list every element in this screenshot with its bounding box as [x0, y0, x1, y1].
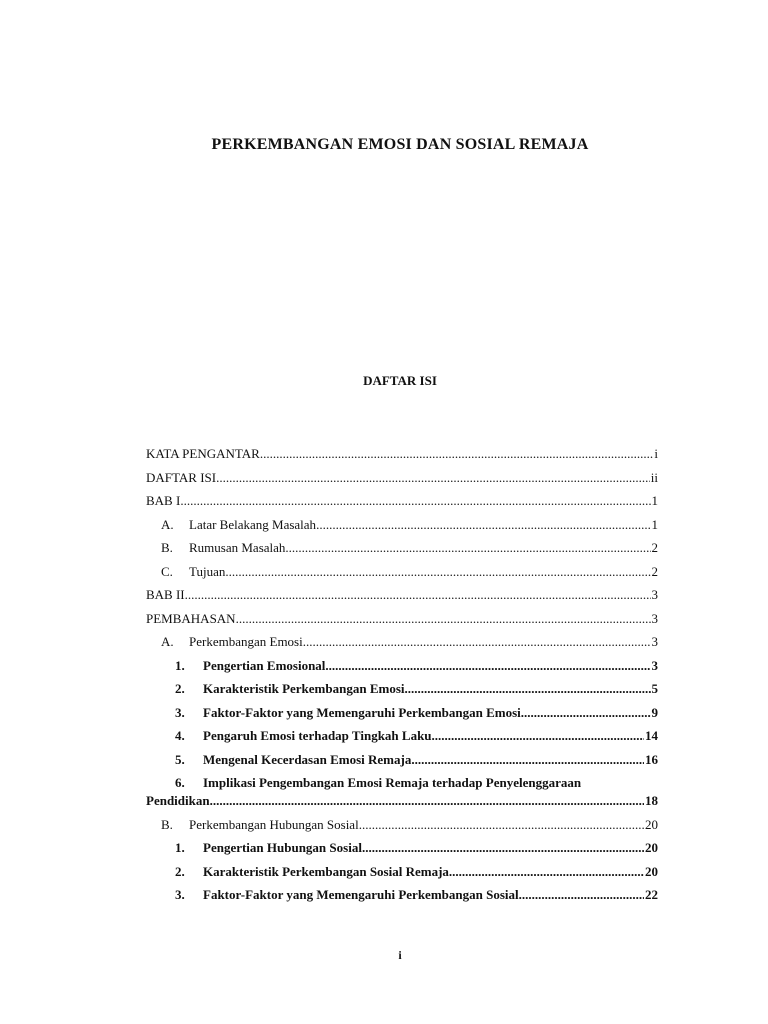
- toc-entry: [146, 752, 658, 768]
- toc-entry-label: Pengertian Emosional: [203, 657, 326, 673]
- toc-entry: [146, 611, 658, 627]
- toc-entry-page: 18: [645, 793, 658, 808]
- toc-entry-label: Karakteristik Perkembangan Sosial Remaja: [203, 863, 449, 879]
- toc-entry-label: Pengaruh Emosi terhadap Tingkah Laku: [203, 728, 432, 743]
- toc-entry: [146, 681, 658, 697]
- toc-entry: [146, 540, 658, 556]
- toc-entry-label: Karakteristik Perkembangan Emosi: [203, 681, 405, 696]
- toc-entry-page: 3: [651, 634, 658, 649]
- toc-entry-line-2: [146, 793, 658, 809]
- dot-leader: [285, 540, 650, 556]
- toc-entry-label: BAB I: [146, 493, 181, 508]
- dot-leader: [180, 493, 650, 509]
- toc-entry-number: A.: [161, 516, 174, 532]
- page-number: i: [398, 948, 402, 962]
- toc-entry-line-1: [175, 775, 658, 791]
- toc-entry-page: 2: [651, 563, 658, 579]
- toc-entry-label: Implikasi Pengembangan Emosi Remaja terhadap Penyelenggaraan: [203, 775, 582, 790]
- toc-entry-page: 20: [645, 863, 658, 879]
- toc-entry: [146, 887, 658, 903]
- toc-entry-number: 6.: [175, 775, 185, 790]
- toc-entry-label: Latar Belakang Masalah: [189, 516, 317, 532]
- toc-entry-label: Perkembangan Hubungan Sosial: [189, 816, 359, 832]
- toc-entry: [146, 705, 658, 721]
- toc-heading: DAFTAR ISI: [363, 373, 437, 388]
- toc-entry-number: 4.: [175, 728, 185, 743]
- toc-entry-label: Faktor-Faktor yang Memengaruhi Perkembangan Sosial: [203, 887, 519, 902]
- toc-entry-multiline: [146, 775, 658, 809]
- toc-entry-number: 1.: [175, 840, 185, 855]
- toc-entry-number: 3.: [175, 887, 185, 902]
- dot-leader: [362, 840, 644, 856]
- dot-leader: [521, 705, 651, 721]
- dot-leader: [316, 517, 650, 533]
- toc-entry-label: DAFTAR ISI: [146, 469, 217, 485]
- toc-entry-number: 3.: [175, 704, 185, 720]
- dot-leader: [519, 887, 644, 903]
- toc-entry: [146, 587, 658, 603]
- toc-entry: [146, 840, 658, 856]
- toc-entry-label: Pengertian Hubungan Sosial: [203, 840, 362, 855]
- dot-leader: [411, 752, 644, 768]
- toc-entry-page: 9: [651, 704, 658, 720]
- toc-entry-page: 3: [651, 657, 658, 673]
- dot-leader: [325, 658, 650, 674]
- toc-entry-number: B.: [161, 816, 173, 832]
- toc-entry-number: B.: [161, 540, 173, 555]
- toc-entry-number: C.: [161, 563, 173, 579]
- toc-entry-label: PEMBAHASAN: [146, 610, 236, 626]
- toc-entry-page: ii: [650, 469, 658, 485]
- toc-entry-number: 2.: [175, 681, 185, 696]
- toc-entry: [146, 864, 658, 880]
- toc-entry-number: A.: [161, 634, 174, 649]
- toc-entry-label: Faktor-Faktor yang Memengaruhi Perkembangan Emosi: [203, 704, 521, 720]
- toc-entry-label-continued: Pendidikan: [146, 793, 210, 808]
- dot-leader: [225, 564, 650, 580]
- toc-entry-page: 20: [645, 840, 658, 855]
- dot-leader: [449, 864, 644, 880]
- toc-entry: [146, 634, 658, 650]
- toc-entry-page: 20: [645, 816, 658, 832]
- dot-leader: [432, 728, 644, 744]
- toc-entry-page: 22: [645, 887, 658, 902]
- dot-leader: [216, 470, 650, 486]
- toc-entry-label: Perkembangan Emosi: [189, 634, 303, 649]
- toc-entry-page: 3: [651, 610, 658, 626]
- dot-leader: [303, 634, 651, 650]
- toc-entry-label: Mengenal Kecerdasan Emosi Remaja: [203, 751, 412, 767]
- toc-entry-page: 2: [651, 540, 658, 555]
- document-title: PERKEMBANGAN EMOSI DAN SOSIAL REMAJA: [211, 136, 589, 153]
- dot-leader: [405, 681, 651, 697]
- toc-entry-number: 5.: [175, 751, 185, 767]
- toc-entry-page: 14: [645, 728, 658, 743]
- toc-entry: [146, 817, 658, 833]
- toc-entry-page: 16: [645, 751, 658, 767]
- dot-leader: [210, 793, 644, 809]
- toc-entry-page: 1: [651, 493, 658, 508]
- toc-entry-page: 5: [651, 681, 658, 696]
- toc-entry-label: KATA PENGANTAR: [146, 446, 260, 461]
- toc-entry: [146, 728, 658, 744]
- toc-entry-label: Rumusan Masalah: [189, 540, 286, 555]
- toc-entry: [146, 517, 658, 533]
- toc-entry: [146, 470, 658, 486]
- toc-entry-page: i: [654, 446, 658, 461]
- dot-leader: [260, 446, 654, 462]
- dot-leader: [359, 817, 644, 833]
- dot-leader: [185, 587, 651, 603]
- toc-entry: [146, 446, 658, 462]
- toc-entry-label: BAB II: [146, 587, 185, 602]
- table-of-contents: [146, 446, 658, 911]
- dot-leader: [236, 611, 651, 627]
- toc-entry: [146, 658, 658, 674]
- toc-entry-number: 2.: [175, 863, 185, 879]
- toc-entry-label: Tujuan: [189, 563, 226, 579]
- toc-entry-page: 3: [651, 587, 658, 602]
- toc-entry: [146, 564, 658, 580]
- toc-entry-number: 1.: [175, 657, 185, 673]
- toc-entry-page: 1: [651, 516, 658, 532]
- toc-entry: [146, 493, 658, 509]
